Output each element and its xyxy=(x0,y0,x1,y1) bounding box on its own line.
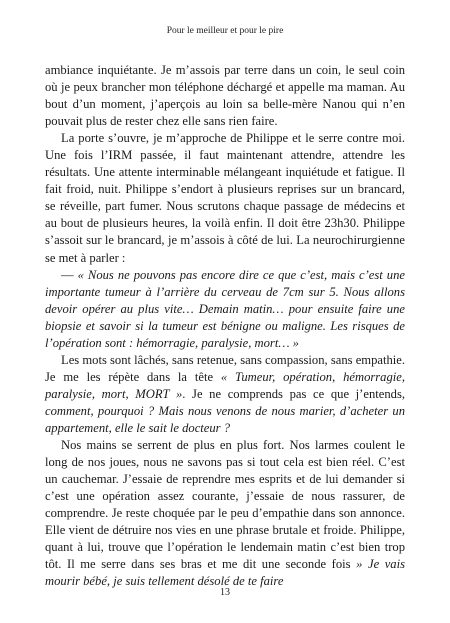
italic-run: comment, pourquoi ? Mais nous venons de nous marier, d’acheter un appartement, elle le sait le docteur ? xyxy=(45,403,405,435)
paragraph xyxy=(45,267,405,352)
italic-run: « Tumeur, opération, hémorragie, paralysie, mort, MORT » xyxy=(45,369,406,401)
text-run: Les mots sont lâchés, sans retenue, sans compassion, sans empathie. Je me les répète dans la tête xyxy=(45,352,405,384)
text-run: Nos mains se serrent de plus en plus fort. Nos larmes coulent le long de nos joues, nous ne savons pas si tout cela est bien réel. C’est un cauchemar. J’essaie de reprendre mes esprits et de lui demander si c’est une opération assez courante, j’essaie de nous rassurer, de comprendre. Je reste choquée par le peu d’empathie dans son annonce. Elle vient de détruire nos vies en une phrase brutale et froide. Philippe, quant à lui, trouve que l’opération le lendemain matin c’est bien trop tôt. Il me serre dans ses bras et me dit une seconde fois xyxy=(45,438,405,572)
italic-run: « Nous ne pouvons pas encore dire ce que c’est, mais c’est une importante tumeur à l’arrière du cerveau de 7cm sur 5. Nous allons devoir opérer au plus vite… Demain matin… pour ensuite faire une biopsie et savoir si la tumeur est bénigne ou maligne. Les risques de l’opération sont : hémorragie, paralysie, mort… » xyxy=(45,267,405,350)
body-text xyxy=(45,62,405,590)
running-head: Pour le meilleur et pour le pire xyxy=(166,26,284,36)
italic-run: » Je vais mourir bébé, je suis tellement désolé de te faire xyxy=(45,557,406,589)
text-run: La porte s’ouvre, je m’approche de Philippe et le serre contre moi. Une fois l’IRM passée, il faut maintenant attendre, attendre les résultats. Une attente interminable mélangeant inquiétude et fatigue. Il fait froid, nuit. Philippe s’endort à plusieurs reprises sur un brancard, se réveille, part fumer. Nous scrutons chaque passage de médecins et au bout de plusieurs heures, la voilà enfin. Il doit être 23h30. Philippe s’assoit sur le brancard, je m’assois à côté de lui. La neurochirurgienne se met à parler : xyxy=(45,131,405,265)
paragraph xyxy=(45,352,405,437)
paragraph xyxy=(45,62,405,130)
text-run: . Je ne comprends pas ce que j’entends, xyxy=(182,386,405,401)
text-run: — xyxy=(61,267,78,282)
paragraph xyxy=(45,437,405,590)
page-number: 13 xyxy=(220,587,230,598)
text-run: ambiance inquiétante. Je m’assois par terre dans un coin, le seul coin où je peux brancher mon téléphone déchargé et appelle ma maman. Au bout d’un moment, j’aperçois au loin sa belle-mère Nanou qui n’en pouvait plus de rester chez elle sans rien faire. xyxy=(45,63,405,129)
paragraph xyxy=(45,130,405,266)
